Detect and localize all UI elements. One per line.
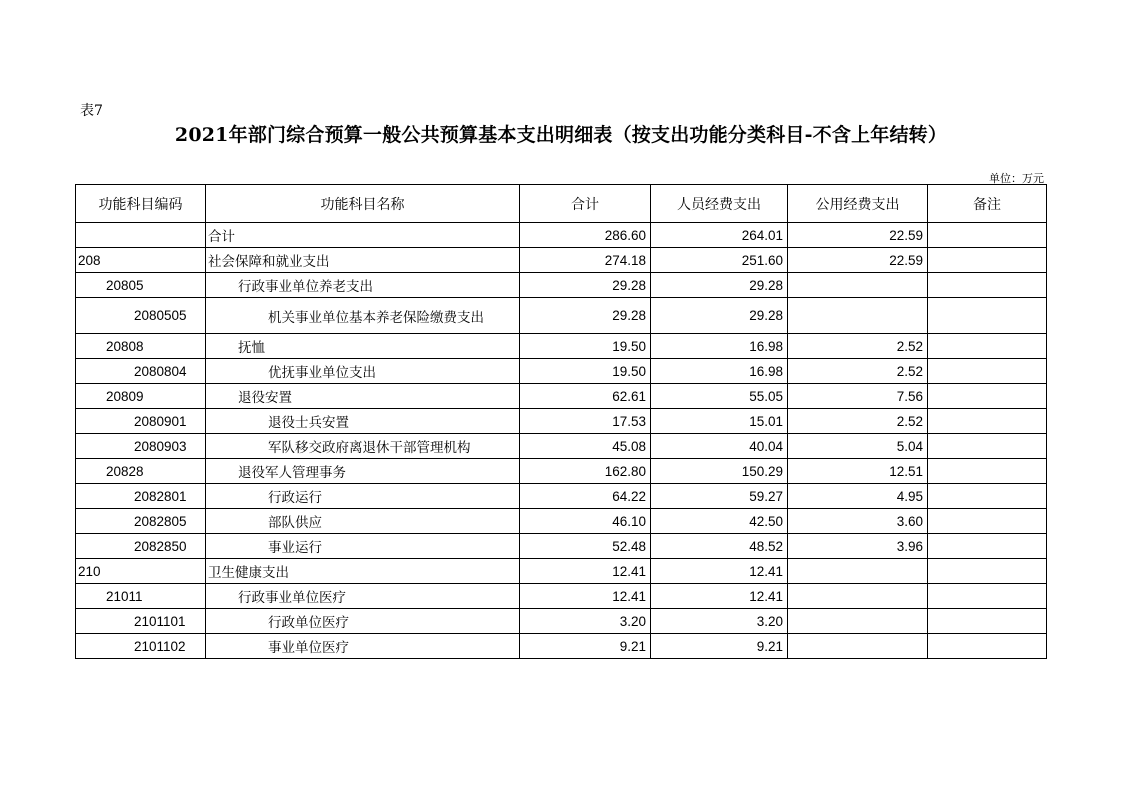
cell-total: 19.50 (520, 334, 651, 359)
cell-note (928, 248, 1047, 273)
cell-public: 4.95 (788, 484, 928, 509)
cell-total: 9.21 (520, 634, 651, 659)
cell-code: 2082801 (76, 484, 206, 509)
cell-code: 2080903 (76, 434, 206, 459)
cell-total: 17.53 (520, 409, 651, 434)
cell-personnel: 40.04 (651, 434, 788, 459)
table-row (76, 384, 1047, 409)
cell-personnel: 29.28 (651, 298, 788, 334)
cell-name: 事业运行 (206, 534, 520, 559)
cell-name: 退役士兵安置 (206, 409, 520, 434)
cell-code: 20808 (76, 334, 206, 359)
cell-name: 退役安置 (206, 384, 520, 409)
cell-public (788, 298, 928, 334)
cell-code: 20805 (76, 273, 206, 298)
header-public: 公用经费支出 (788, 185, 928, 223)
cell-name: 行政事业单位医疗 (206, 584, 520, 609)
cell-note (928, 459, 1047, 484)
cell-personnel: 12.41 (651, 559, 788, 584)
header-row (76, 185, 1047, 223)
cell-total: 29.28 (520, 273, 651, 298)
header-total: 合计 (520, 185, 651, 223)
cell-total: 162.80 (520, 459, 651, 484)
cell-personnel: 42.50 (651, 509, 788, 534)
cell-code: 20809 (76, 384, 206, 409)
cell-total: 64.22 (520, 484, 651, 509)
cell-total: 45.08 (520, 434, 651, 459)
cell-code: 20828 (76, 459, 206, 484)
table-row (76, 509, 1047, 534)
cell-name: 机关事业单位基本养老保险缴费支出 (206, 298, 520, 334)
cell-note (928, 384, 1047, 409)
table-row (76, 334, 1047, 359)
table-row (76, 248, 1047, 273)
table-row (76, 409, 1047, 434)
cell-public: 3.96 (788, 534, 928, 559)
cell-total: 12.41 (520, 584, 651, 609)
cell-public (788, 609, 928, 634)
cell-note (928, 609, 1047, 634)
cell-personnel: 16.98 (651, 359, 788, 384)
cell-name: 行政单位医疗 (206, 609, 520, 634)
cell-code: 21011 (76, 584, 206, 609)
cell-public (788, 584, 928, 609)
table-row (76, 484, 1047, 509)
table-row (76, 634, 1047, 659)
header-code: 功能科目编码 (76, 185, 206, 223)
cell-code: 2101101 (76, 609, 206, 634)
cell-personnel: 48.52 (651, 534, 788, 559)
cell-note (928, 359, 1047, 384)
table-row (76, 434, 1047, 459)
cell-name: 社会保障和就业支出 (206, 248, 520, 273)
table-row (76, 223, 1047, 248)
cell-code: 2101102 (76, 634, 206, 659)
cell-total: 274.18 (520, 248, 651, 273)
cell-note (928, 298, 1047, 334)
cell-name: 合计 (206, 223, 520, 248)
table-row (76, 359, 1047, 384)
cell-note (928, 584, 1047, 609)
cell-name: 抚恤 (206, 334, 520, 359)
cell-total: 46.10 (520, 509, 651, 534)
cell-code: 2080804 (76, 359, 206, 384)
cell-code (76, 223, 206, 248)
cell-total: 62.61 (520, 384, 651, 409)
cell-public: 2.52 (788, 334, 928, 359)
cell-total: 12.41 (520, 559, 651, 584)
cell-public: 2.52 (788, 359, 928, 384)
cell-code: 210 (76, 559, 206, 584)
cell-name: 事业单位医疗 (206, 634, 520, 659)
table-number: 表7 (80, 103, 103, 119)
table-row (76, 534, 1047, 559)
cell-public: 3.60 (788, 509, 928, 534)
cell-personnel: 12.41 (651, 584, 788, 609)
cell-personnel: 264.01 (651, 223, 788, 248)
cell-total: 286.60 (520, 223, 651, 248)
cell-personnel: 16.98 (651, 334, 788, 359)
unit-label: 单位：万元 (989, 172, 1044, 185)
cell-public: 7.56 (788, 384, 928, 409)
cell-public (788, 634, 928, 659)
cell-note (928, 409, 1047, 434)
cell-public (788, 559, 928, 584)
cell-public: 12.51 (788, 459, 928, 484)
cell-personnel: 251.60 (651, 248, 788, 273)
cell-personnel: 3.20 (651, 609, 788, 634)
cell-note (928, 509, 1047, 534)
cell-code: 2082805 (76, 509, 206, 534)
page-title: 2021年部门综合预算一般公共预算基本支出明细表（按支出功能分类科目-不含上年结转） (174, 124, 948, 146)
table-row (76, 584, 1047, 609)
header-name: 功能科目名称 (206, 185, 520, 223)
cell-personnel: 150.29 (651, 459, 788, 484)
cell-code: 2080901 (76, 409, 206, 434)
cell-total: 19.50 (520, 359, 651, 384)
cell-name: 退役军人管理事务 (206, 459, 520, 484)
cell-public: 22.59 (788, 223, 928, 248)
cell-note (928, 273, 1047, 298)
cell-note (928, 484, 1047, 509)
table-body (76, 223, 1047, 659)
cell-note (928, 434, 1047, 459)
table-row (76, 459, 1047, 484)
header-personnel: 人员经费支出 (651, 185, 788, 223)
cell-note (928, 223, 1047, 248)
cell-name: 军队移交政府离退休干部管理机构 (206, 434, 520, 459)
table-row (76, 609, 1047, 634)
cell-total: 3.20 (520, 609, 651, 634)
cell-public: 22.59 (788, 248, 928, 273)
cell-personnel: 29.28 (651, 273, 788, 298)
cell-personnel: 15.01 (651, 409, 788, 434)
cell-public (788, 273, 928, 298)
cell-public: 5.04 (788, 434, 928, 459)
cell-note (928, 559, 1047, 584)
cell-code: 2082850 (76, 534, 206, 559)
cell-name: 部队供应 (206, 509, 520, 534)
table-row (76, 559, 1047, 584)
table-row (76, 273, 1047, 298)
cell-code: 2080505 (76, 298, 206, 334)
budget-table (75, 184, 1047, 659)
cell-total: 52.48 (520, 534, 651, 559)
cell-total: 29.28 (520, 298, 651, 334)
cell-code: 208 (76, 248, 206, 273)
cell-personnel: 59.27 (651, 484, 788, 509)
cell-name: 卫生健康支出 (206, 559, 520, 584)
cell-name: 行政事业单位养老支出 (206, 273, 520, 298)
cell-note (928, 334, 1047, 359)
cell-name: 优抚事业单位支出 (206, 359, 520, 384)
cell-note (928, 534, 1047, 559)
table-row (76, 298, 1047, 334)
cell-public: 2.52 (788, 409, 928, 434)
cell-note (928, 634, 1047, 659)
header-note: 备注 (928, 185, 1047, 223)
cell-personnel: 9.21 (651, 634, 788, 659)
cell-personnel: 55.05 (651, 384, 788, 409)
cell-name: 行政运行 (206, 484, 520, 509)
